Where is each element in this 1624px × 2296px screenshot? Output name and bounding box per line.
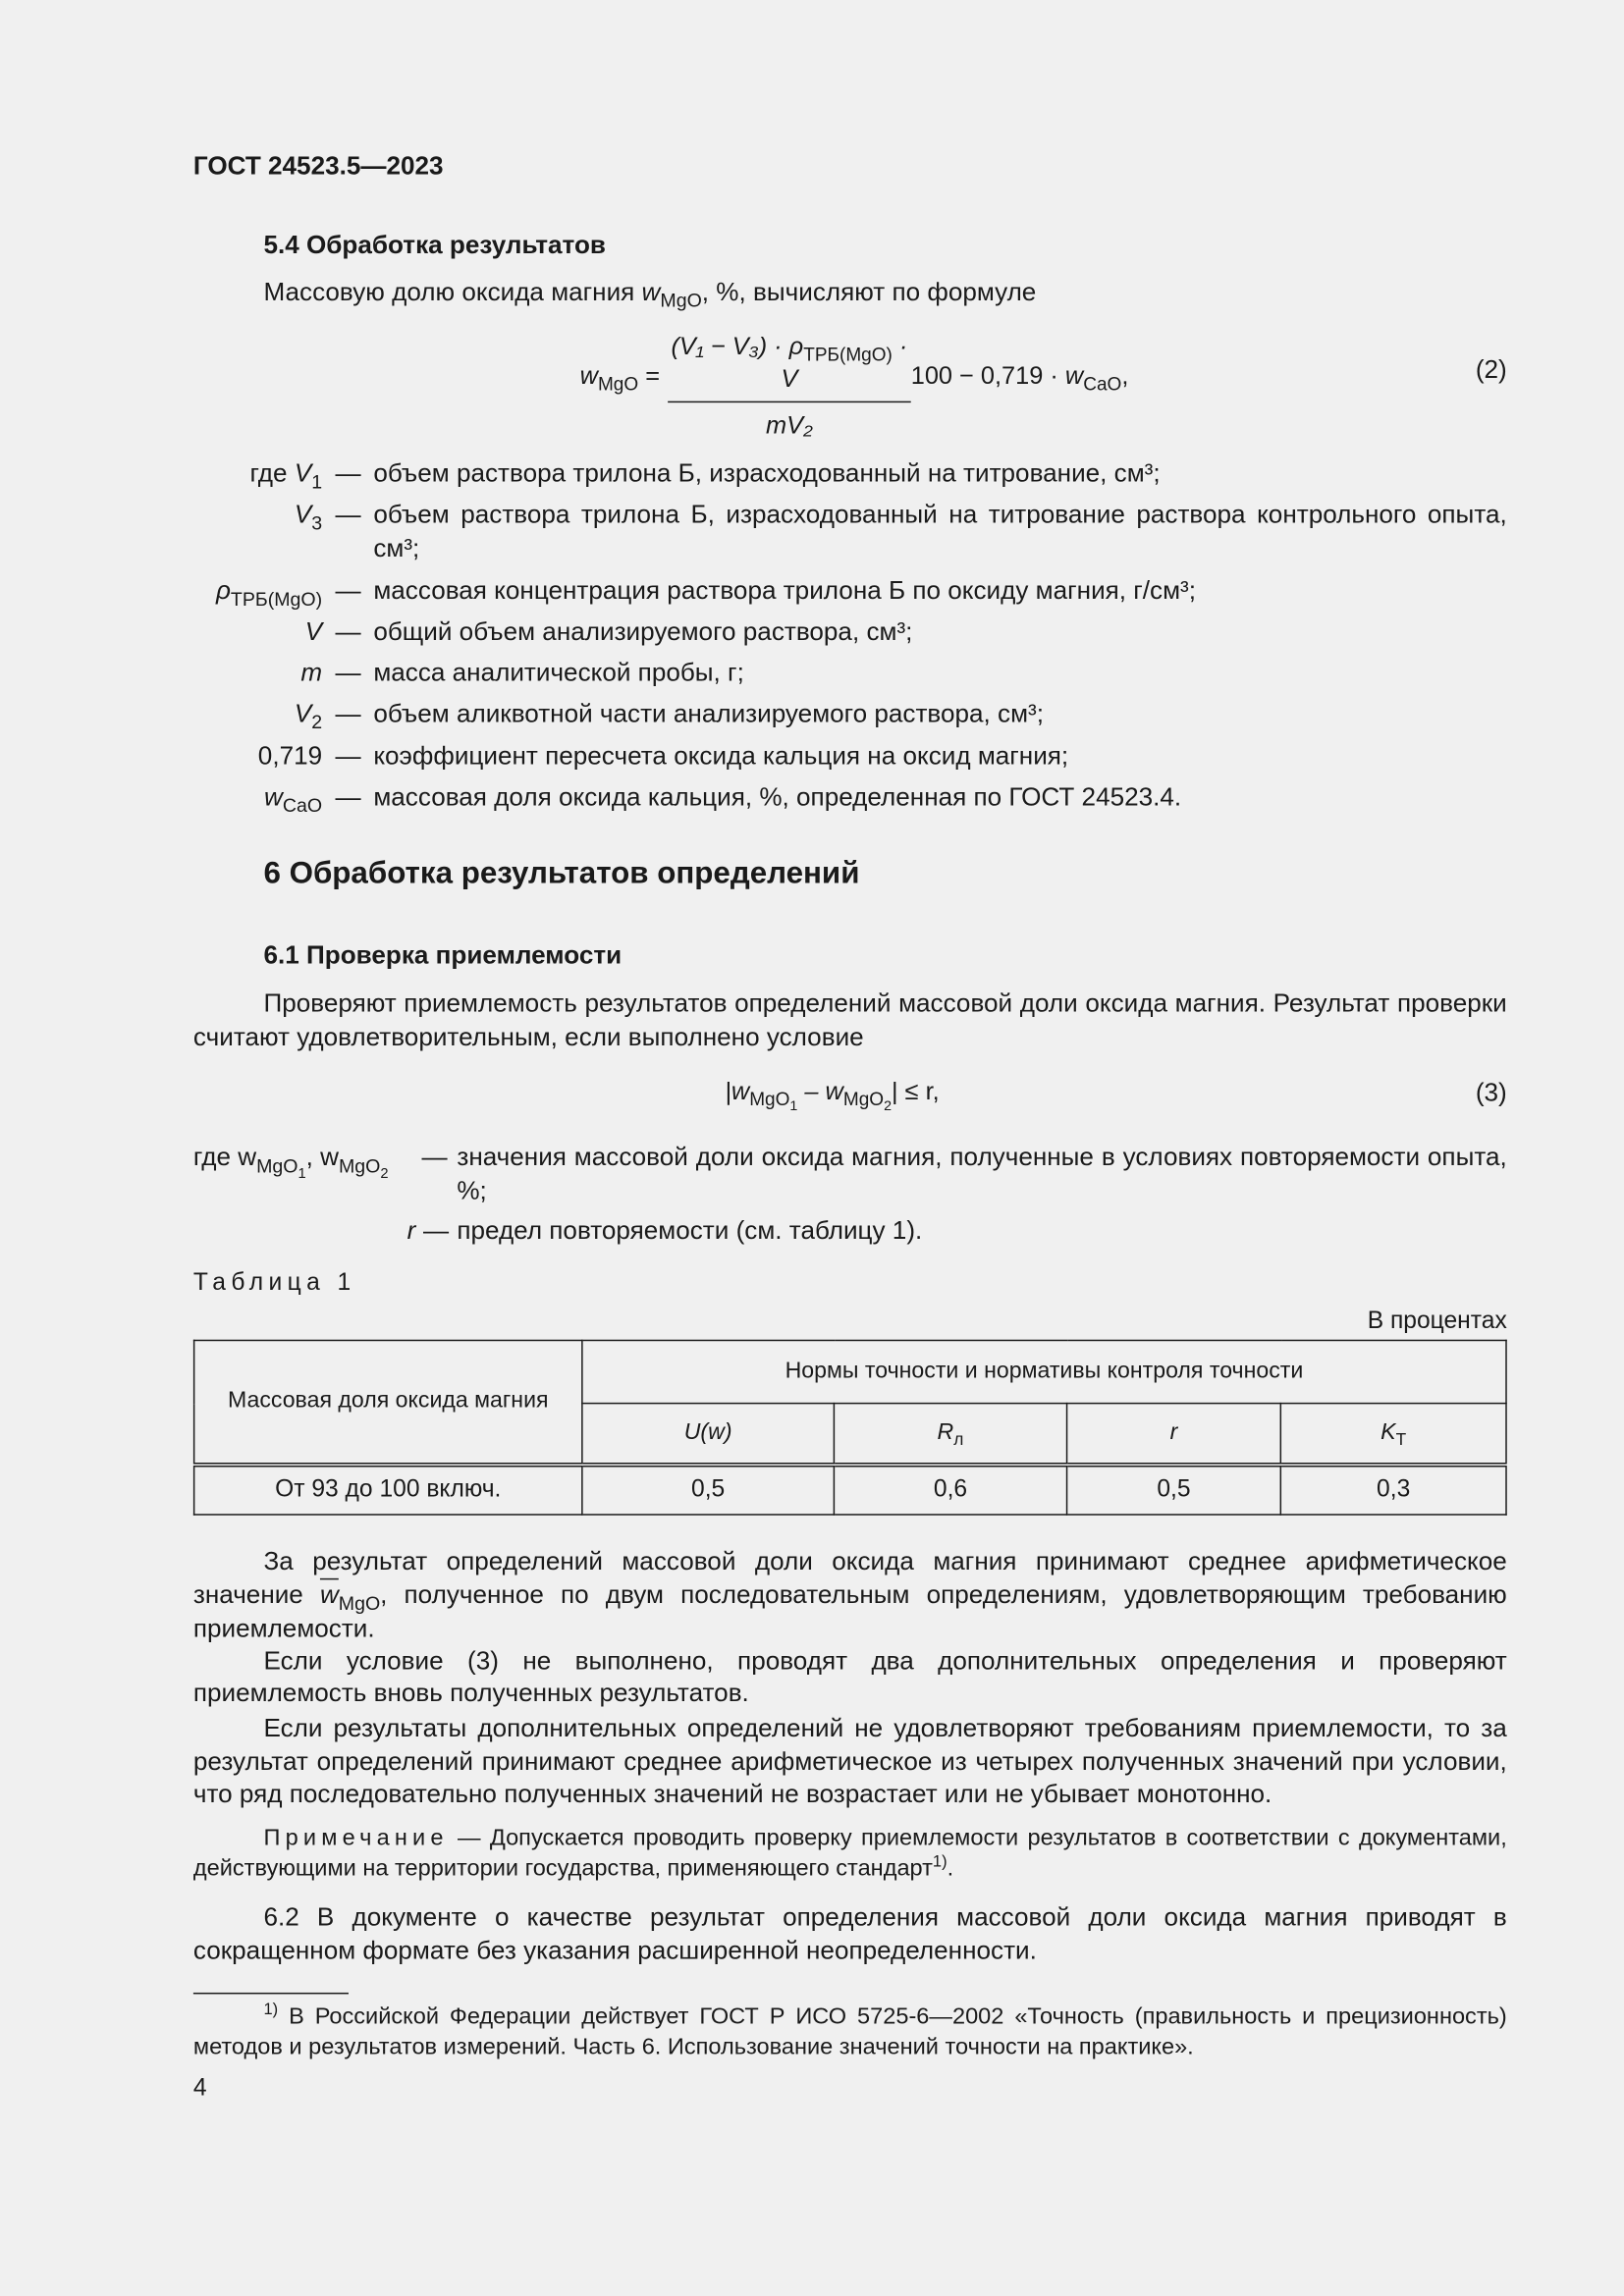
after-table-paragraph-2: Если условие (3) не выполнено, проводят два дополнительных определения и проверяют приемлемость вновь полученных результатов. xyxy=(192,1645,1507,1708)
def-term-prefix: где xyxy=(249,457,295,488)
def-term-symbol: V xyxy=(294,457,312,488)
formula-2-rhs-symbol: w xyxy=(1064,361,1084,390)
after-table-paragraph-1 xyxy=(193,1545,1507,1646)
def-term xyxy=(215,574,323,611)
def-description: общий объем анализируемого раствора, см³; xyxy=(373,615,913,646)
table-header-row xyxy=(194,1340,1506,1403)
f3-def2-description: предел повторяемости (см. таблицу 1). xyxy=(457,1214,923,1245)
formula-2-num-end: · V xyxy=(781,332,908,393)
def-term xyxy=(258,739,322,773)
def-term xyxy=(294,498,323,534)
footnote-separator xyxy=(193,1993,349,1994)
f3-def1-idx1: 1 xyxy=(298,1165,306,1182)
formula-3-sub1-idx: 1 xyxy=(789,1098,798,1116)
formula-2-lhs-symbol: w xyxy=(579,361,598,390)
def-term-sub: ТРБ(MgO) xyxy=(230,587,323,611)
def-term-symbol: V xyxy=(294,499,312,529)
def-dash: — xyxy=(335,657,361,687)
note-text: — Допускается проводить проверку приемлемости результатов в соответствии с документами, действующими на территории государства, применяющего стандарт xyxy=(192,1825,1507,1882)
table-1-units: В процентах xyxy=(1367,1307,1507,1334)
f3-def1-sub2 xyxy=(339,1154,389,1182)
intro-symbol: w xyxy=(641,276,661,306)
section-6-heading: 6 Обработка результатов определений xyxy=(263,856,860,890)
def-term-symbol: V xyxy=(294,698,312,728)
p1-symbol: $\overline{w}$ xyxy=(319,1579,339,1610)
def-term-symbol: m xyxy=(300,657,323,687)
table-group-header: Нормы точности и нормативы контроля точности xyxy=(582,1340,1506,1403)
def-term-sub: 1 xyxy=(311,470,323,494)
p1-symbol-sub: MgO xyxy=(338,1592,381,1615)
formula-2-fraction xyxy=(668,331,911,443)
section-5-4-intro xyxy=(263,275,1037,312)
footnote-ref: 1) xyxy=(263,2001,279,2019)
def-dash: — xyxy=(335,740,361,771)
p1-text-a: За результат определений массовой доли оксида магния принимают среднее арифметическое значение xyxy=(192,1546,1507,1610)
subheader-sub: Т xyxy=(1395,1430,1407,1450)
def-dash: — xyxy=(335,698,361,728)
footnote xyxy=(193,2002,1507,2063)
def-term-symbol: 0,719 xyxy=(257,740,323,771)
def-description: коэффициент пересчета оксида кальция на оксид магния; xyxy=(373,740,1069,771)
table-cell: 0,6 xyxy=(834,1465,1066,1515)
formula-2-eq: = xyxy=(638,361,661,390)
table-subheader xyxy=(1067,1404,1281,1466)
fraction-bar xyxy=(668,401,911,402)
formula-3-end: | ≤ r, xyxy=(892,1077,940,1106)
table-subheader xyxy=(834,1404,1066,1466)
def-term xyxy=(305,614,322,648)
f3-def1-idx2: 2 xyxy=(380,1165,389,1182)
def-term xyxy=(249,456,323,494)
def-term xyxy=(300,656,322,689)
def-term xyxy=(294,697,323,733)
def-dash: — xyxy=(335,457,361,488)
f3-def1-term-text: где w xyxy=(192,1142,257,1172)
table-row-header: Массовая доля оксида магния xyxy=(194,1340,582,1465)
formula-3 xyxy=(725,1076,940,1116)
formula-3-sub2-text: MgO xyxy=(842,1088,885,1111)
formula-2-rhs-a: 100 − 0,719 · xyxy=(910,361,1065,390)
doc-id: ГОСТ 24523.5—2023 xyxy=(192,150,444,181)
formula-2-numerator xyxy=(668,331,911,396)
section-5-4-heading: 5.4 Обработка результатов xyxy=(263,230,606,259)
def-term-symbol: V xyxy=(304,615,323,646)
after-table-paragraph-3: Если результаты дополнительных определений не удовлетворяют требованиям приемлемости, то за результат определений принимают среднее арифметическое из четырех полученных значений при условии, что ряд последовательно полученных значений не возрастает или не убывает монотонно. xyxy=(192,1713,1507,1809)
def-dash: — xyxy=(335,575,361,605)
formula-2-denominator: mV₂ xyxy=(766,411,813,440)
formula-2-lhs xyxy=(580,360,660,393)
formula-2-lhs-sub: MgO xyxy=(597,372,639,395)
table-1 xyxy=(193,1340,1507,1516)
note-footnote-ref: 1) xyxy=(932,1853,947,1872)
table-row-label: От 93 до 100 включ. xyxy=(194,1465,582,1515)
f3-def1-sub2-text: MgO xyxy=(339,1154,381,1177)
formula-2-rhs xyxy=(911,360,1129,393)
table-subheader xyxy=(1280,1404,1506,1466)
formula-2-num-sub: ТРБ(MgO) xyxy=(803,343,893,366)
formula-3-sub1 xyxy=(749,1088,798,1116)
def-description: массовая доля оксида кальция, %, определенная по ГОСТ 24523.4. xyxy=(373,781,1182,812)
def-term xyxy=(264,780,323,817)
formula-3-a: |w xyxy=(725,1077,750,1106)
def-term-sub: 2 xyxy=(311,711,323,733)
note xyxy=(193,1823,1507,1885)
table-subheader xyxy=(582,1404,835,1466)
note-label: Примечание xyxy=(263,1825,449,1851)
subheader-symbol: r xyxy=(1169,1419,1178,1445)
table-cell: 0,5 xyxy=(582,1465,835,1515)
table-cell: 0,3 xyxy=(1280,1465,1506,1515)
formula-3-sub2-idx: 2 xyxy=(884,1098,893,1116)
f3-def1-comma: , w xyxy=(305,1142,340,1172)
intro-text-a: Массовую долю оксида магния xyxy=(263,276,642,306)
p1-text-b: , полученное по двум последовательным определениям, удовлетворяющим требованию приемлемости. xyxy=(192,1579,1507,1643)
footnote-text: В Российской Федерации действует ГОСТ Р ИСО 5725-6—2002 «Точность (правильность и прецизионность) методов и результатов измерений. Часть 6. Использование значений точности на практике». xyxy=(192,2003,1507,2060)
def-description: объем аликвотной части анализируемого раствора, см³; xyxy=(373,698,1044,728)
def-term-sub: CaO xyxy=(282,794,323,817)
formula-2-rhs-sub: CaO xyxy=(1083,372,1122,395)
def-term-symbol: ρ xyxy=(215,575,231,605)
note-end: . xyxy=(947,1856,954,1882)
intro-symbol-sub: MgO xyxy=(660,289,702,312)
table-cell: 0,5 xyxy=(1067,1465,1281,1515)
def-description: массовая концентрация раствора трилона Б по оксиду магния, г/см³; xyxy=(373,575,1196,605)
formula-3-number: (3) xyxy=(1475,1077,1507,1107)
def-description: масса аналитической пробы, г; xyxy=(373,657,744,687)
section-6-1-heading: 6.1 Проверка приемлемости xyxy=(263,939,623,970)
def-dash: — xyxy=(335,781,361,812)
subheader-sub: л xyxy=(953,1430,964,1450)
def-term-symbol: w xyxy=(264,781,283,812)
f3-def2-term: r xyxy=(406,1214,416,1245)
def-dash: — xyxy=(335,499,361,529)
f3-def1-dash: — xyxy=(421,1142,448,1172)
def-description: объем раствора трилона Б, израсходованный на титрование раствора контрольного опыта, см³; xyxy=(373,499,1507,562)
formula-2-num-a: (V₁ − V₃) · ρ xyxy=(671,332,804,360)
subheader-symbol: R xyxy=(937,1419,954,1445)
formula-2-number: (2) xyxy=(1475,353,1507,384)
section-6-1-paragraph: Проверяют приемлемость результатов определений массовой доли оксида магния. Результат проверки считают удовлетворительным, если выполнено условие xyxy=(192,988,1507,1051)
table-row xyxy=(194,1465,1506,1515)
formula-2-rhs-end: , xyxy=(1121,361,1129,390)
f3-def2-dash: — xyxy=(423,1214,450,1245)
formula-3-sub2 xyxy=(842,1088,893,1116)
section-6-2-paragraph: 6.2 В документе о качестве результат определения массовой доли оксида магния приводят в сокращенном формате без указания расширенной неопределенности. xyxy=(192,1901,1507,1965)
f3-def1-term xyxy=(192,1141,389,1182)
subheader-symbol: U(w) xyxy=(683,1419,732,1445)
page-number: 4 xyxy=(192,2074,207,2102)
f3-def1-sub1 xyxy=(256,1154,306,1182)
f3-def1-sub1-text: MgO xyxy=(256,1154,298,1177)
subheader-symbol: K xyxy=(1380,1419,1396,1445)
intro-text-b: , %, вычисляют по формуле xyxy=(701,276,1037,306)
formula-3-sub1-text: MgO xyxy=(749,1088,790,1111)
def-dash: — xyxy=(335,615,361,646)
def-term-sub: 3 xyxy=(311,511,323,534)
def-description: объем раствора трилона Б, израсходованный на титрование, см³; xyxy=(373,457,1161,488)
formula-3-mid: – w xyxy=(797,1077,843,1106)
f3-def1-description: значения массовой доли оксида магния, полученные в условиях повторяемости опыта, %; xyxy=(457,1142,1507,1205)
table-1-caption: Таблица 1 xyxy=(192,1269,356,1296)
